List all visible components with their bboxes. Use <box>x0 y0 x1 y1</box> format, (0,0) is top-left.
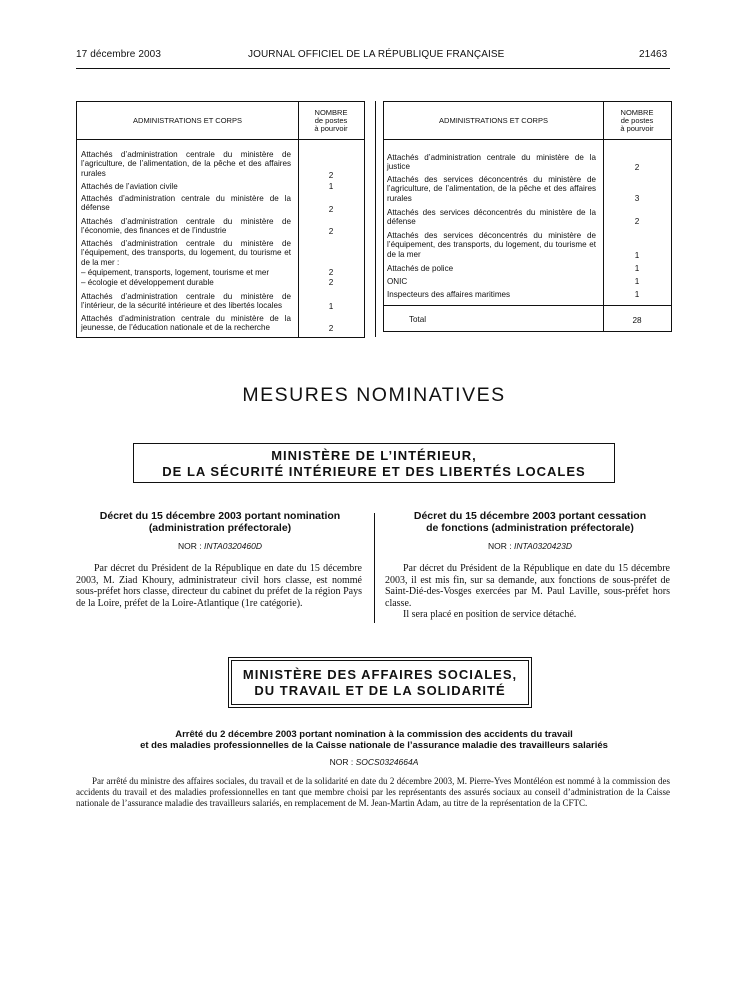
table-divider <box>375 101 376 337</box>
arrete-text: Par arrêté du ministre des affaires sociales, du travail et de la solidarité en date du 2 décembre 2003, M. Pierre-Yves Montéléon est nommé à la commission des accidents du travail et des maladies professionnelles en tant que membre choisi par les représentants des assurés sociaux au conseil d’administration de la Caisse nationale de l’assurance maladie des travailleurs salariés, en remplacement de M. Jean-Martin Adam, au titre de la représentation de la CFTC. <box>76 776 670 808</box>
table-left-row: Attachés de l’aviation civile <box>81 182 178 191</box>
table-right-col2-header: NOMBRE de postes à pourvoir <box>620 107 654 133</box>
table-right-row: Attachés des services déconcentrés du ministère de la défense <box>387 208 596 227</box>
ministry-line: MINISTÈRE DES AFFAIRES SOCIALES, <box>242 667 518 682</box>
table-left-num: 1 <box>328 302 334 311</box>
table-right-row: Inspecteurs des affaires maritimes <box>387 290 511 299</box>
table-right-num: 2 <box>634 163 640 172</box>
decret2-text: Par décret du Président de la République en date du 15 décembre 2003, il est mis fin, sur sa demande, aux fonctions de sous-préfet de Saint-Dié-des-Vosges exercées par M. Paul Laville, sous-préfet hors classe. <box>385 563 670 609</box>
table-left-num: 1 <box>328 182 334 191</box>
table-left-num: 2 <box>328 324 334 333</box>
decret1-text: Par décret du Président de la République en date du 15 décembre 2003, M. Ziad Khoury, administrateur civil hors classe, est nommé sous-préfet hors classe, directeur du cabinet du préfet de la région Pays de la Loire, préfet de la Loire-Atlantique (1re catégorie). <box>76 563 362 609</box>
arrete-title: Arrêté du 2 décembre 2003 portant nomination à la commission des accidents du travail et des maladies professionnelles de la Caisse nationale de l’assurance maladie des travailleurs salariés <box>140 729 608 751</box>
table-left-row: Attachés d’administration centrale du ministère de la jeunesse, de l’éducation nationale et de la recherche <box>81 314 291 333</box>
table-right-row: ONIC <box>387 277 408 286</box>
table-right-row: Attachés de police <box>387 264 454 273</box>
ministry-line: MINISTÈRE DE L’INTÉRIEUR, <box>271 448 477 463</box>
decret1-title: Décret du 15 décembre 2003 portant nomination (administration préfectorale) <box>99 510 341 534</box>
table-left-row: Attachés d’administration centrale du ministère de l’économie, des finances et de l’industrie <box>81 217 291 236</box>
table-left-row: – écologie et développement durable <box>81 278 214 287</box>
page-number: 21463 <box>639 49 668 60</box>
table-right-num: 1 <box>634 251 640 260</box>
table-right-num: 1 <box>634 264 640 273</box>
table-right-total-label: Total <box>409 315 427 324</box>
table-right-num: 1 <box>634 277 640 286</box>
table-left-num: 2 <box>328 171 334 180</box>
table-left-col2-header: NOMBRE de postes à pourvoir <box>314 107 348 133</box>
decret1-nor: NOR : INTA0320460D <box>178 541 262 551</box>
table-right-num: 3 <box>634 194 640 203</box>
table-left-num: 2 <box>328 205 334 214</box>
table-left-row: Attachés d’administration centrale du ministère de la défense <box>81 194 291 213</box>
decret2-text2: Il sera placé en position de service détaché. <box>403 609 577 620</box>
table-left-row: Attachés d’administration centrale du ministère de l’équipement, des transports, du logement, du tourisme et de la mer : <box>81 239 291 267</box>
table-right-total-value: 28 <box>632 316 642 325</box>
ministry-line: DU TRAVAIL ET DE LA SOLIDARITÉ <box>254 683 506 698</box>
ministry-box-interieur <box>133 443 615 483</box>
table-left-num: 2 <box>328 268 334 277</box>
table-right-num: 2 <box>634 217 640 226</box>
table-left-row: – équipement, transports, logement, tourisme et mer <box>81 268 270 277</box>
ministry-box-affaires-sociales <box>231 660 529 705</box>
ministry-line: DE LA SÉCURITÉ INTÉRIEURE ET DES LIBERTÉS LOCALES <box>162 464 586 479</box>
table-left-num: 2 <box>328 227 334 236</box>
decret2-nor: NOR : INTA0320423D <box>488 541 572 551</box>
table-left-row: Attachés d’administration centrale du ministère de l’agriculture, de l’alimentation, de la pêche et des affaires rurales <box>81 150 291 178</box>
section-title: MESURES NOMINATIVES <box>242 384 506 406</box>
decret2-title: Décret du 15 décembre 2003 portant cessation de fonctions (administration préfectorale) <box>413 510 647 534</box>
header-rule <box>76 68 670 69</box>
column-separator <box>374 513 375 623</box>
journal-title: JOURNAL OFFICIEL DE LA RÉPUBLIQUE FRANÇAISE <box>248 49 505 60</box>
table-left-row: Attachés d’administration centrale du ministère de l’intérieur, de la sécurité intérieure et des libertés locales <box>81 292 291 311</box>
table-right-col1-header: ADMINISTRATIONS ET CORPS <box>439 116 548 125</box>
table-right-num: 1 <box>634 290 640 299</box>
table-right-row: Attachés des services déconcentrés du ministère de l’équipement, des transports, du logement, du tourisme et de la mer <box>387 231 596 259</box>
table-left-num: 2 <box>328 278 334 287</box>
table-right-row: Attachés d’administration centrale du ministère de la justice <box>387 153 596 172</box>
table-right-row: Attachés des services déconcentrés du ministère de l’agriculture, de l’alimentation, de la pêche et des affaires rurales <box>387 175 596 203</box>
header-date: 17 décembre 2003 <box>76 49 161 60</box>
table-left-col1-header: ADMINISTRATIONS ET CORPS <box>133 116 242 125</box>
arrete-nor: NOR : SOCS0324664A <box>329 757 419 767</box>
